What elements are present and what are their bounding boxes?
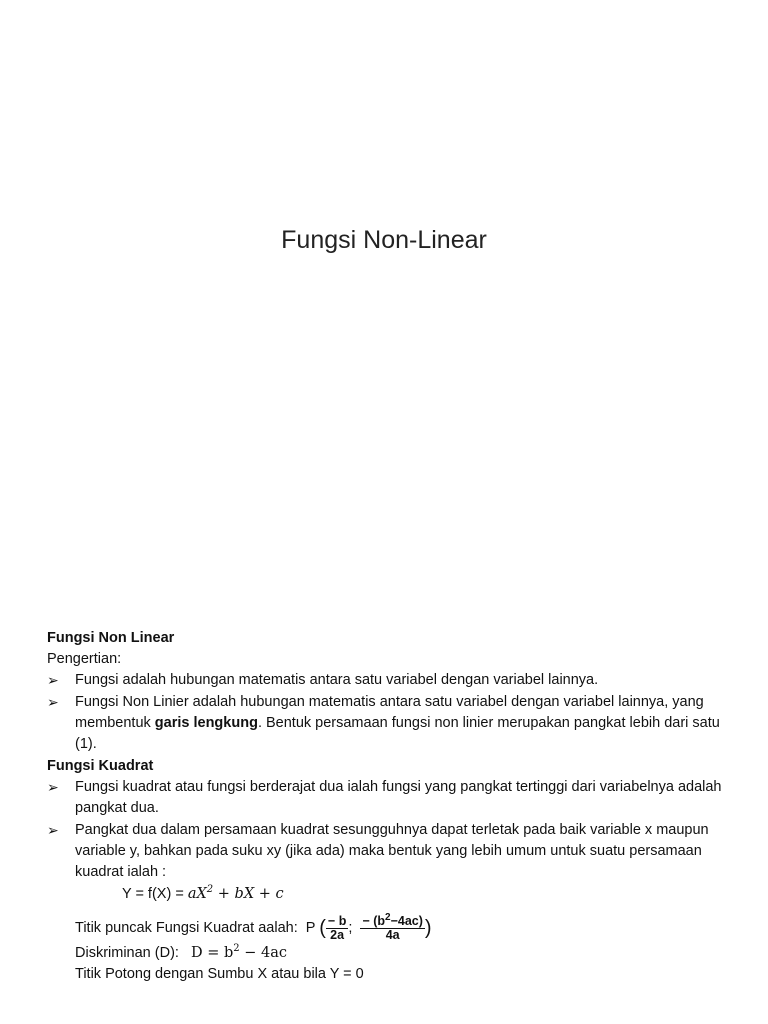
fraction-y-num-exp: 2 xyxy=(385,911,391,923)
fraction-y-num-pre: − (b xyxy=(362,913,386,928)
content-body xyxy=(47,628,737,985)
pengertian-label: Pengertian: xyxy=(47,651,122,667)
separator: ; xyxy=(348,920,353,936)
fraction-y-num-post: −4ac) xyxy=(390,913,423,928)
bullet-text: Fungsi kuadrat atau fungsi berderajat dua ialah fungsi yang pangkat tertinggi dari variabelnya adalah pangkat dua. xyxy=(75,779,722,816)
fraction-x-numerator: − b xyxy=(327,913,347,928)
diskriminan-exponent: 2 xyxy=(233,943,240,955)
heading-fungsi-kuadrat: Fungsi Kuadrat xyxy=(47,758,154,774)
bullet-text: Fungsi adalah hubungan matematis antara satu variabel dengan variabel lainnya. xyxy=(75,672,599,688)
formula-rest: + bX + c xyxy=(213,886,284,902)
bullet-pengertian-2 xyxy=(47,692,737,755)
fraction-y-numerator xyxy=(360,911,424,929)
titik-puncak-label: Titik puncak Fungsi Kuadrat aalah: xyxy=(75,920,298,936)
slide-title: Fungsi Non-Linear xyxy=(281,226,487,254)
diskriminan-formula-post: − 4ac xyxy=(239,945,288,962)
titik-puncak-row xyxy=(47,913,737,943)
point-p: P xyxy=(305,920,316,936)
titik-potong-text: Titik Potong dengan Sumbu X atau bila Y = 0 xyxy=(75,966,364,983)
arrow-bullet-icon: ➢ xyxy=(47,779,59,795)
diskriminan-row xyxy=(47,943,737,964)
bullet-text xyxy=(75,692,737,755)
arrow-bullet-icon: ➢ xyxy=(47,672,59,688)
diskriminan-label: Diskriminan (D): xyxy=(75,945,179,962)
bullet-kuadrat-2 xyxy=(47,820,737,883)
heading-fungsi-non-linear: Fungsi Non Linear xyxy=(47,630,175,646)
bullet-text-part: . Bentuk persamaan fungsi non linier merupakan pangkat lebih dari satu (1). xyxy=(75,715,720,752)
formula-quadratic xyxy=(47,884,737,905)
formula-exponent: 2 xyxy=(206,884,214,896)
arrow-bullet-icon: ➢ xyxy=(47,822,59,838)
bullet-kuadrat-1 xyxy=(47,777,737,819)
fraction-x-denominator: 2a xyxy=(330,927,345,942)
fraction-y xyxy=(360,911,424,942)
open-paren: ( xyxy=(319,917,326,940)
bullet-pengertian-1 xyxy=(47,670,737,691)
formula-ax: aX xyxy=(187,886,207,902)
diskriminan-formula-pre: D = b xyxy=(191,945,234,962)
bullet-text-part: Fungsi Non Linier adalah hubungan matematis antara satu variabel dengan variabel lainnya, yang membentuk xyxy=(75,694,704,731)
bold-term: garis lengkung xyxy=(154,715,258,731)
fraction-y-denominator: 4a xyxy=(385,927,400,942)
formula-prefix: Y = f(X) = xyxy=(122,886,188,902)
close-paren: ) xyxy=(424,917,432,940)
arrow-bullet-icon: ➢ xyxy=(47,694,59,710)
bullet-text: Pangkat dua dalam persamaan kuadrat sesungguhnya dapat terletak pada baik variable x maupun variable y, bahkan pada suku xy (jika ada) maka bentuk yang lebih umum untuk suatu persamaan kuadrat ialah : xyxy=(75,822,709,880)
fraction-x xyxy=(326,915,348,942)
